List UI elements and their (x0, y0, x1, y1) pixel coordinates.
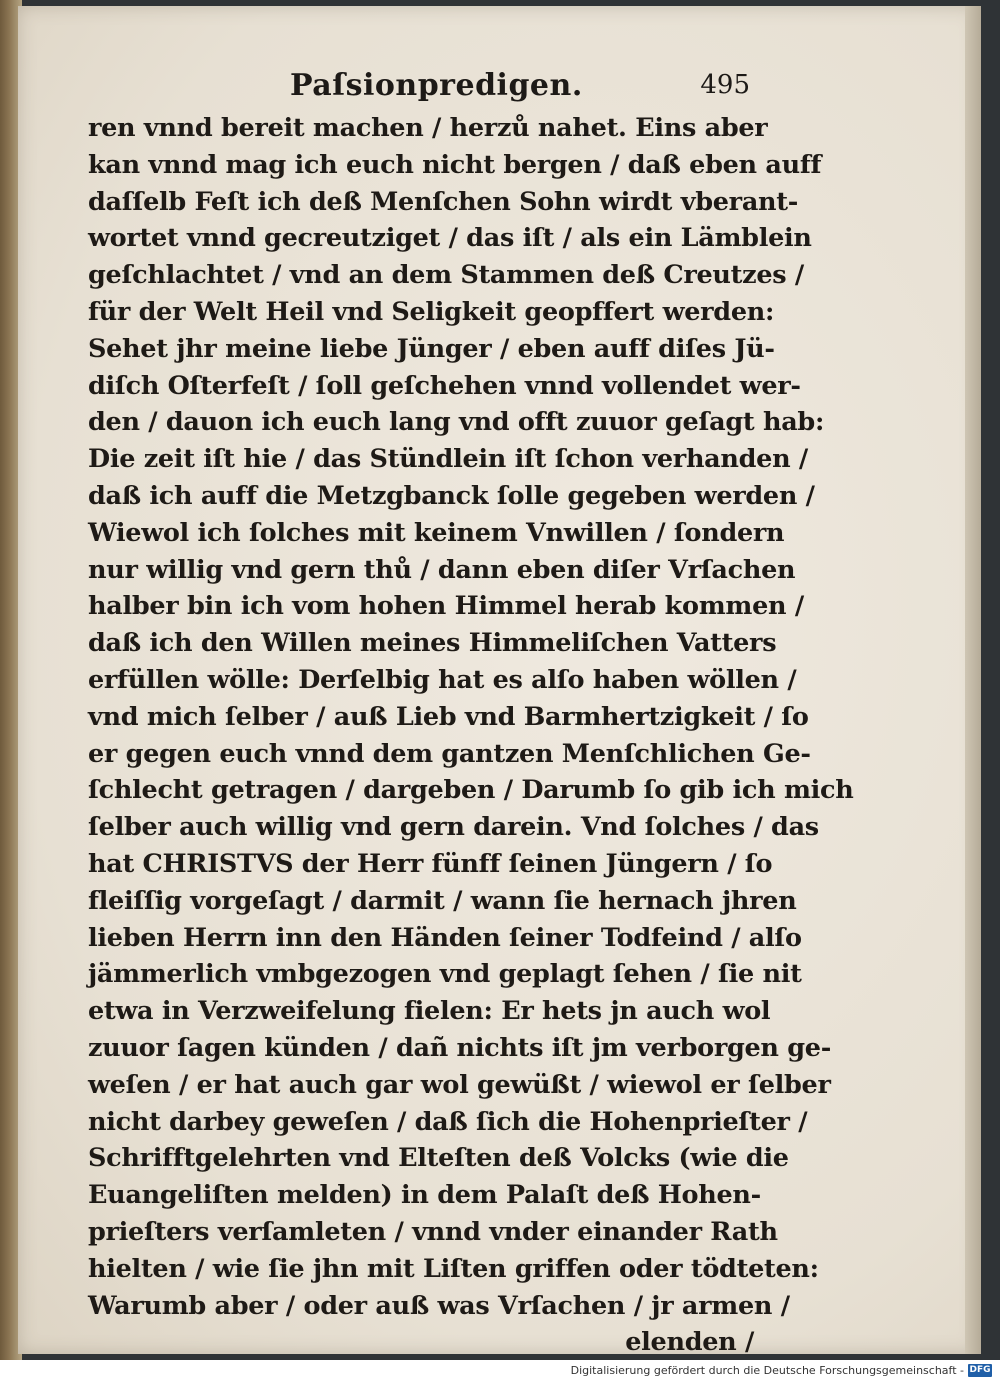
text-line: erfüllen wölle: Derſelbig hat es alſo haben wöllen / (88, 664, 797, 695)
text-line: daß ich den Willen meines Himmeliſchen Vatters (88, 628, 777, 659)
text-line: weſen / er hat auch gar wol gewüßt / wiewol er ſelber (88, 1069, 831, 1100)
text-line: Die zeit iſt hie / das Stündlein iſt ſchon verhanden / (88, 444, 808, 475)
page-edge (965, 6, 981, 1354)
text-line: den / dauon ich euch lang vnd offt zuuor geſagt hab: (88, 407, 825, 438)
running-head: Paſsionpredigen. (290, 68, 583, 103)
text-line: er gegen euch vnnd dem gantzen Menſchlichen Ge- (88, 738, 811, 769)
text-line: hat CHRISTVS der Herr fünff ſeinen Jüngern / ſo (88, 848, 773, 879)
text-line: nicht darbey geweſen / daß ſich die Hohenprieſter / (88, 1106, 808, 1137)
text-line: Sehet jhr meine liebe Jünger / eben auff diſes Jü- (88, 333, 775, 364)
text-line: fleiſſig vorgeſagt / darmit / wann ſie hernach jhren (88, 885, 797, 916)
text-line: lieben Herrn inn den Händen ſeiner Todfeind / alſo (88, 922, 802, 953)
text-line: nur willig vnd gern thů / dann eben diſer Vrſachen (88, 554, 796, 585)
text-line: Schrifftgelehrten vnd Elteſten deß Volcks (wie die (88, 1143, 789, 1174)
text-line: elenden / (625, 1327, 754, 1358)
text-line: wortet vnnd gecreutziget / das iſt / als ein Lämblein (88, 223, 812, 254)
text-line: kan vnnd mag ich euch nicht bergen / daß eben auff (88, 149, 822, 180)
text-line: Warumb aber / oder auß was Vrſachen / jr armen / (88, 1290, 790, 1321)
funding-credit: Digitalisierung gefördert durch die Deutsche Forschungsgemeinschaft - (570, 1364, 964, 1377)
page-header (290, 68, 750, 108)
text-line: Euangeliſten melden) in dem Palaſt deß Hohen- (88, 1180, 761, 1211)
text-line: daß ich auff die Metzgbanck ſolle gegeben werden / (88, 480, 815, 511)
text-line: ſchlecht getragen / dargeben / Darumb ſo gib ich mich (88, 775, 854, 806)
body-text (88, 110, 854, 1361)
text-line: für der Welt Heil vnd Seligkeit geopffert werden: (88, 296, 775, 327)
text-line: halber bin ich vom hohen Himmel herab kommen / (88, 591, 804, 622)
text-line: etwa in Verzweifelung fielen: Er hets jn auch wol (88, 996, 771, 1027)
text-line: vnd mich ſelber / auß Lieb vnd Barmhertzigkeit / ſo (88, 701, 809, 732)
text-line: jämmerlich vmbgezogen vnd geplagt ſehen / ſie nit (88, 959, 802, 990)
text-line: diſch Oſterfeſt / ſoll geſchehen vnnd vollendet wer- (88, 370, 801, 401)
text-line: hielten / wie ſie jhn mit Liſten griffen oder tödteten: (88, 1253, 819, 1284)
text-line: ren vnnd bereit machen / herzů nahet. Eins aber (88, 113, 768, 143)
text-line: ſelber auch willig vnd gern darein. Vnd ſolches / das (88, 812, 819, 843)
dfg-logo: DFG (969, 1365, 991, 1375)
text-line: zuuor ſagen künden / dañ nichts iſt jm verborgen ge- (88, 1032, 831, 1063)
text-line: Wiewol ich ſolches mit keinem Vnwillen / ſondern (88, 517, 785, 548)
page-number: 495 (700, 70, 750, 100)
text-line: geſchlachtet / vnd an dem Stammen deß Creutzes / (88, 260, 804, 291)
text-line: daſſelb Feſt ich deß Menſchen Sohn wirdt vberant- (88, 186, 799, 217)
text-line: prieſters verſamleten / vnnd vnder einander Rath (88, 1216, 778, 1247)
